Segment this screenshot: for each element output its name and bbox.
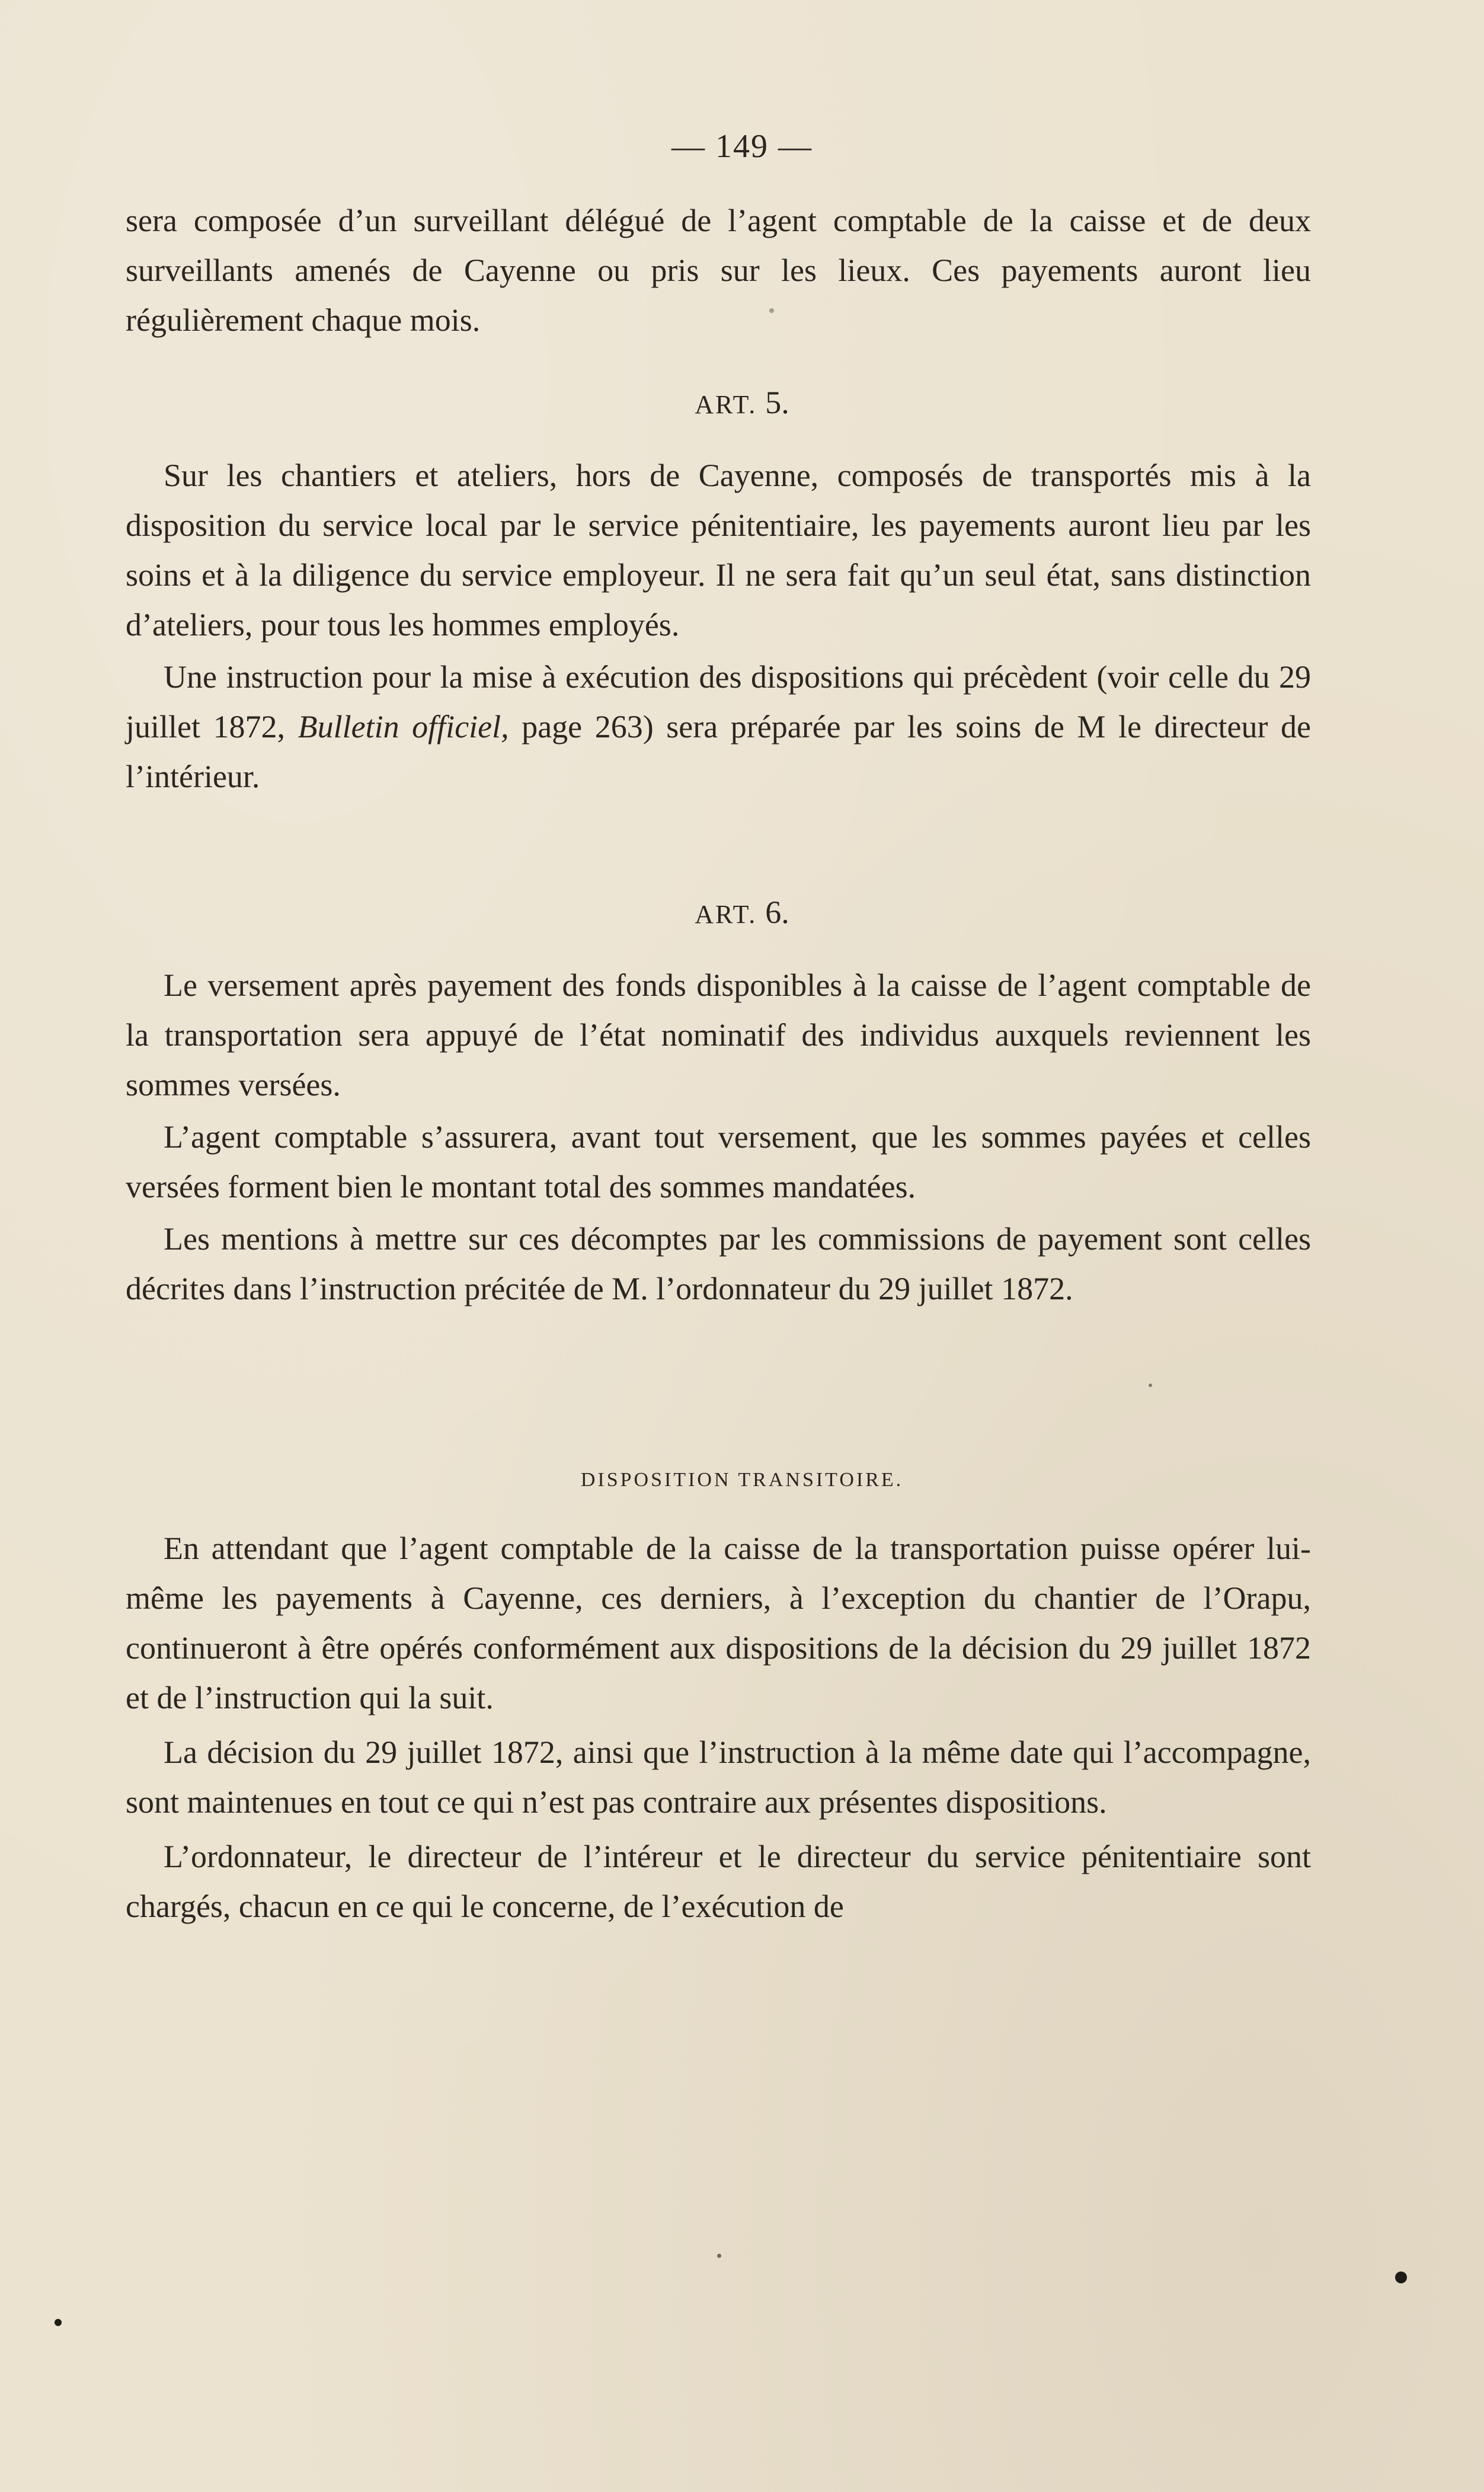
ink-speck xyxy=(1149,1384,1152,1387)
transitional-paragraph-2: La décision du 29 juillet 1872, ainsi que l’instruction à la même date qui l’accompagne, sont maintenues en tout ce qui n’est pas contraire aux présentes dispositions. xyxy=(126,1734,1311,1820)
article-5-paragraph-1: Sur les chantiers et ateliers, hors de Cayenne, composés de transportés mis à la disposition du service local par le service pénitentiaire, les payements auront lieu par les soins et à la diligence du service employeur. Il ne sera fait qu’un seul état, sans distinction d’ateliers, pour tous les hommes employés. xyxy=(126,458,1311,643)
article-6-body xyxy=(126,960,1311,1314)
page-number: — 149 — xyxy=(671,128,813,165)
article-6-paragraph-1: Le versement après payement des fonds disponibles à la caisse de l’agent comptable de la transportation sera appuyé de l’état nominatif des individus auxquels reviennent les sommes versées. xyxy=(126,967,1311,1103)
article-number: 6. xyxy=(765,894,789,930)
ink-speck xyxy=(55,2319,62,2326)
article-label: ART. xyxy=(695,390,757,419)
ink-speck xyxy=(717,2254,721,2258)
transitional-paragraph-3: L’ordonnateur, le directeur de l’intéreur et le directeur du service pénitentiaire sont chargés, chacun en ce qui le concerne, de l’exécution de xyxy=(126,1839,1311,1924)
ink-speck xyxy=(769,308,774,313)
article-5-p2-text: Une instruction pour la mise à exécution des dispositions qui précèdent (voir celle du 29 juillet 1872, xyxy=(126,659,1311,745)
article-5-heading xyxy=(0,384,1484,421)
transitional-provision-heading: DISPOSITION TRANSITOIRE. xyxy=(580,1469,904,1491)
article-number: 5. xyxy=(765,385,789,420)
article-5-p2-italic: Bulletin officiel, xyxy=(298,709,509,745)
article-6-paragraph-3: Les mentions à mettre sur ces décomptes par les commissions de payement sont celles décrites dans l’instruction précitée de M. l’ordonnateur du 29 juillet 1872. xyxy=(126,1221,1311,1306)
paragraph-continued: sera composée d’un surveillant délégué de l’agent comptable de la caisse et de deux surveillants amenés de Cayenne ou pris sur les lieux. Ces payements auront lieu régulièrement chaque mois. xyxy=(126,203,1311,338)
transitional-provision-body xyxy=(126,1523,1311,1931)
ink-speck xyxy=(1395,2271,1407,2283)
article-5-paragraph-2 xyxy=(126,652,1311,801)
article-5-p2-text-end: page 263) sera préparée par les soins de M le directeur de l’intérieur. xyxy=(126,709,1312,794)
opening-block xyxy=(126,196,1311,345)
article-6-paragraph-2: L’agent comptable s’assurera, avant tout versement, que les sommes payées et celles versées forment bien le montant total des sommes mandatées. xyxy=(126,1119,1311,1205)
article-6-heading xyxy=(0,894,1484,931)
transitional-paragraph-1: En attendant que l’agent comptable de la caisse de la transportation puisse opérer lui-même les payements à Cayenne, ces derniers, à l’exception du chantier de l’Orapu, continueront à être opérés conformément aux dispositions de la décision du 29 juillet 1872 et de l’instruction qui la suit. xyxy=(126,1531,1311,1715)
article-5-body xyxy=(126,451,1311,801)
article-label: ART. xyxy=(695,900,757,929)
